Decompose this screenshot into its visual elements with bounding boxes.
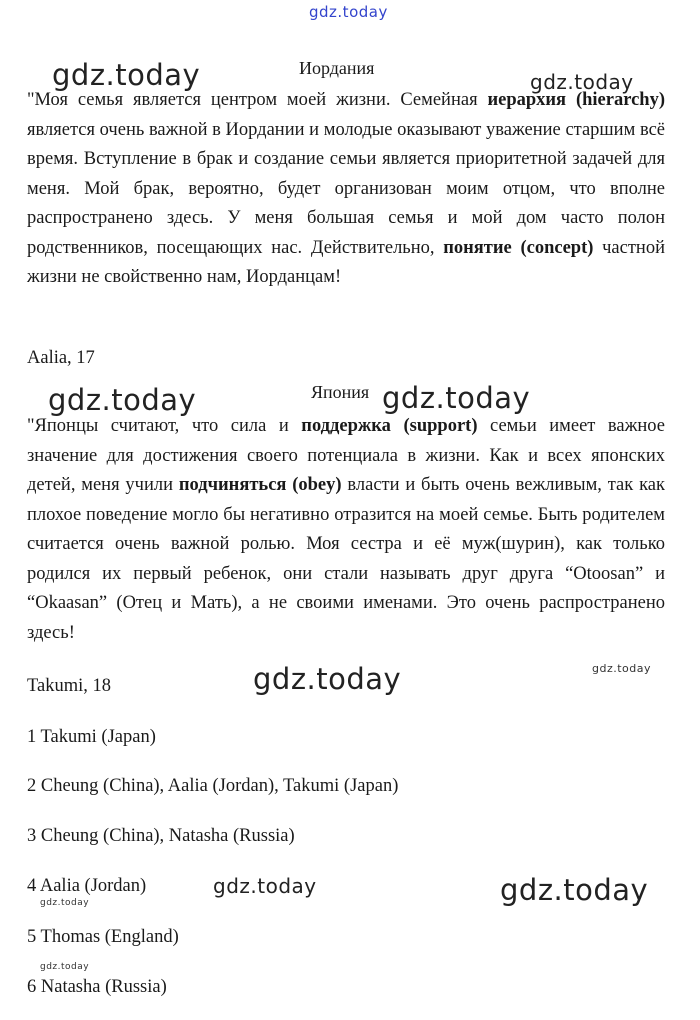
watermark: gdz.today xyxy=(500,873,649,907)
watermark: gdz.today xyxy=(382,381,531,415)
watermark: gdz.today xyxy=(48,383,197,417)
jordan-bold-term-2: понятие (concept) xyxy=(443,237,594,258)
answer-item: 5 Thomas (England) xyxy=(27,927,179,947)
section-heading-japan: Япония xyxy=(311,382,370,402)
watermark: gdz.today xyxy=(530,70,634,94)
jordan-bold-term-1: иерархия (hierarchy) xyxy=(487,90,665,110)
answer-item: 6 Natasha (Russia) xyxy=(27,977,167,997)
section-heading-jordan: Иордания xyxy=(299,58,375,78)
japan-text-3: власти и быть очень вежливым, так как плохое поведение могло бы негативно отразится на моей семье. Быть родителем считается очень важной ролью. Моя сестра и её муж(шурин), как только родился их первый ребенок, они стали называть друг друга “Otoosan” и “Okaasan” (Отец и Мать), а не своими именами. Это очень распространено здесь! xyxy=(27,475,665,643)
answer-item: 4 Aalia (Jordan) xyxy=(27,876,147,896)
jordan-text-2: является очень важной в Иордании и молодые оказывают уважение старшим всё время. Вступление в брак и создание семьи является приоритетной задачей для меня. Мой брак, вероятно, будет организован моим отцом, что вполне распространено здесь. У меня большая семья и мой дом часто полон родственников, посещающих нас. Действительно, xyxy=(27,119,665,258)
japan-bold-term-1: поддержка (support) xyxy=(301,416,478,436)
answer-item: 2 Cheung (China), Aalia (Jordan), Takumi (Japan) xyxy=(27,776,399,796)
watermark: gdz.today xyxy=(253,662,402,696)
japan-signature: Takumi, 18 xyxy=(27,676,111,696)
watermark: gdz.today xyxy=(40,962,90,972)
watermark: gdz.today xyxy=(592,662,652,675)
watermark: gdz.today xyxy=(213,874,317,898)
jordan-paragraph xyxy=(27,86,665,293)
jordan-signature: Aalia, 17 xyxy=(27,348,95,368)
watermark: gdz.today xyxy=(52,58,201,92)
japan-bold-term-2: подчиняться (obey) xyxy=(178,475,342,495)
japan-text-2: семьи имеет важное значение для достижения своего потенциала в жизни. Как и всех японских детей, меня учили xyxy=(27,416,665,495)
jordan-text-1: "Моя семья является центром моей жизни. Семейная xyxy=(27,90,488,110)
japan-paragraph xyxy=(27,412,665,648)
answer-item: 3 Cheung (China), Natasha (Russia) xyxy=(27,826,295,846)
japan-text-1: "Японцы считают, что сила и xyxy=(27,416,302,436)
answer-item: 1 Takumi (Japan) xyxy=(27,727,156,747)
jordan-text-3: частной жизни не свойственно нам, Иорданцам! xyxy=(27,237,665,287)
watermark-top: gdz.today xyxy=(309,3,388,21)
watermark: gdz.today xyxy=(40,898,90,908)
